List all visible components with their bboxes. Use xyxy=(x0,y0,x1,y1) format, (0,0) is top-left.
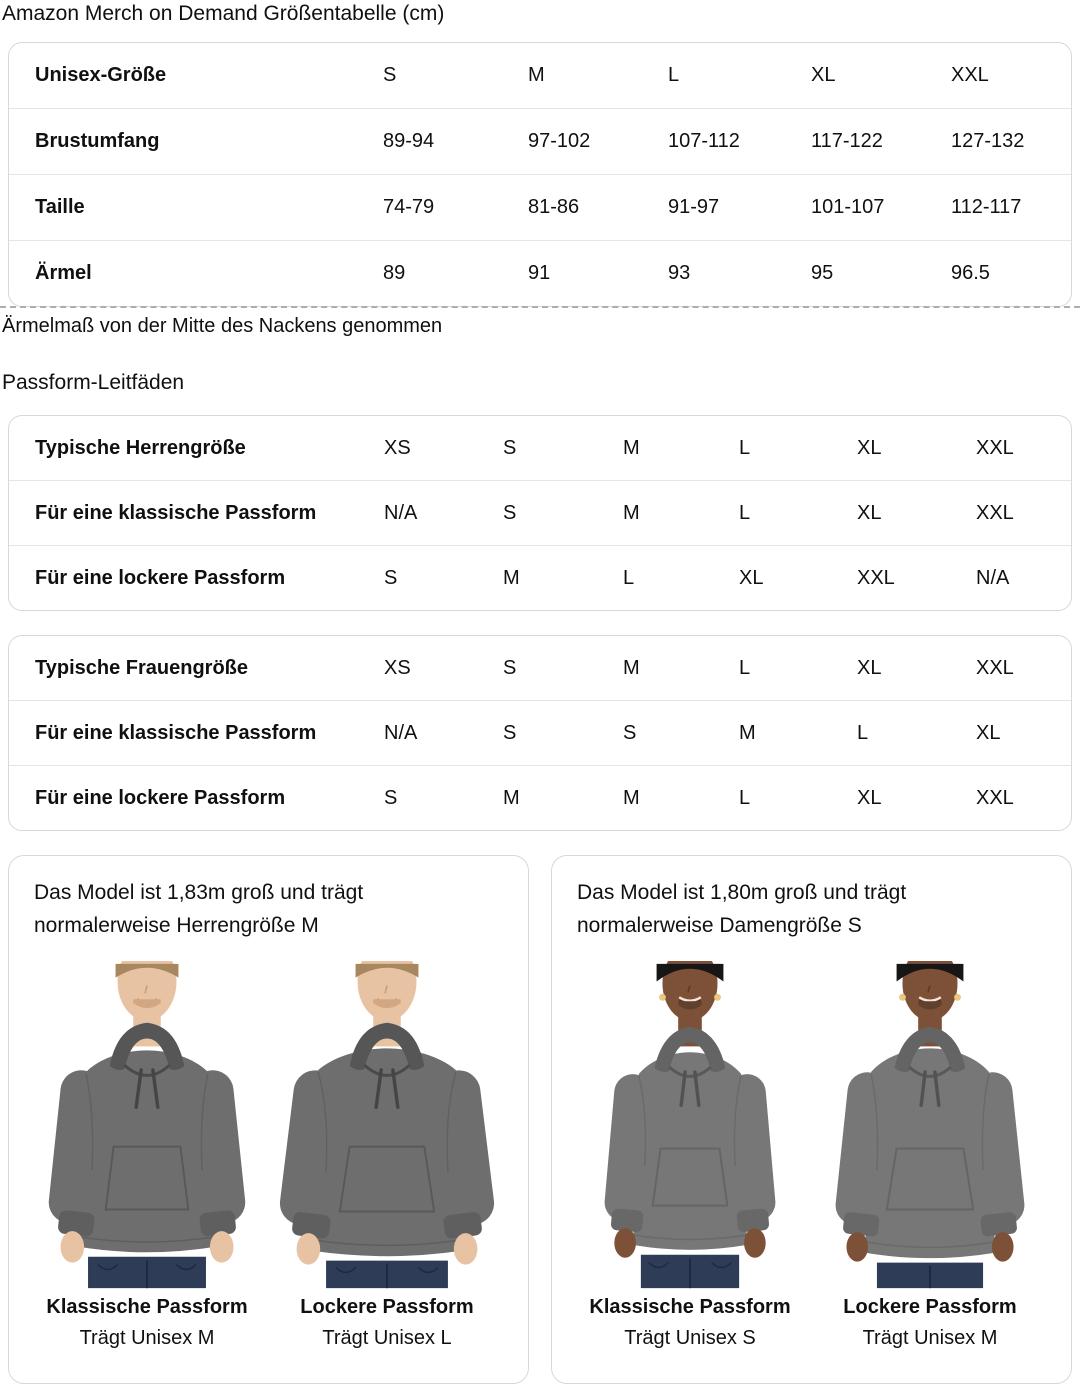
table-row xyxy=(9,240,1071,306)
size-value: 91-97 xyxy=(668,196,720,218)
fit-value: M xyxy=(739,721,756,744)
model-photos xyxy=(33,961,501,1291)
size-row-label: Ärmel xyxy=(35,262,92,284)
fit-value: XXL xyxy=(976,436,1014,459)
size-row-label: Taille xyxy=(35,196,85,218)
page-title: Amazon Merch on Demand Größentabelle (cm) xyxy=(2,2,445,25)
fit-row-label: Typische Herrengröße xyxy=(35,436,246,459)
fit-label: Klassische Passform xyxy=(46,1296,248,1318)
photo-caption xyxy=(576,1296,804,1350)
size-row-label: Unisex-Größe xyxy=(35,64,167,86)
table-row xyxy=(9,636,1071,700)
size-table xyxy=(8,42,1072,307)
size-value: 89-94 xyxy=(383,130,435,152)
mens-fit-table xyxy=(8,415,1072,611)
fit-guides-title: Passform-Leitfäden xyxy=(2,371,185,394)
fit-value: XL xyxy=(739,566,764,589)
fit-value: XL xyxy=(857,501,882,524)
fit-value: L xyxy=(623,566,635,589)
fit-value: XS xyxy=(384,656,411,679)
fit-value: L xyxy=(739,436,751,459)
fit-value: M xyxy=(623,436,640,459)
fit-row-label: Für eine lockere Passform xyxy=(35,566,286,589)
divider xyxy=(0,306,1080,308)
table-row xyxy=(9,480,1071,545)
size-value: 97-102 xyxy=(528,130,591,152)
table-row xyxy=(9,700,1071,765)
photo-caption xyxy=(33,1296,261,1350)
mens-model-card xyxy=(8,855,529,1384)
model-photo-male-loose xyxy=(273,961,501,1291)
fit-value: XL xyxy=(857,656,882,679)
hoodie-figure-graphic xyxy=(33,961,261,1291)
fit-value: L xyxy=(739,656,751,679)
photo-caption xyxy=(273,1296,501,1350)
size-value: 95 xyxy=(811,262,834,284)
model-photos xyxy=(576,961,1044,1291)
size-value: 89 xyxy=(383,262,406,284)
photo-captions xyxy=(33,1296,501,1350)
fit-row-label: Für eine klassische Passform xyxy=(35,501,317,524)
table-row xyxy=(9,765,1071,830)
fit-value: XXL xyxy=(976,786,1014,809)
fit-label: Klassische Passform xyxy=(589,1296,791,1318)
fit-row-label: Für eine klassische Passform xyxy=(35,721,317,744)
size-value: 93 xyxy=(668,262,691,284)
photo-caption xyxy=(816,1296,1044,1350)
fit-value: M xyxy=(623,656,640,679)
fit-value: S xyxy=(503,656,517,679)
size-value: XL xyxy=(811,64,836,86)
fit-value: S xyxy=(503,721,517,744)
fit-value: N/A xyxy=(384,501,418,524)
fit-value: N/A xyxy=(976,566,1010,589)
photo-captions xyxy=(576,1296,1044,1350)
size-worn-label: Trägt Unisex L xyxy=(322,1327,452,1349)
fit-value: S xyxy=(384,786,398,809)
fit-label: Lockere Passform xyxy=(300,1296,474,1318)
size-value: M xyxy=(528,64,545,86)
fit-label: Lockere Passform xyxy=(843,1296,1017,1318)
fit-value: M xyxy=(623,501,640,524)
table-row xyxy=(9,416,1071,480)
fit-value: XL xyxy=(976,721,1001,744)
fit-value: S xyxy=(384,566,398,589)
size-value: 91 xyxy=(528,262,551,284)
size-worn-label: Trägt Unisex M xyxy=(79,1327,215,1349)
womens-model-card xyxy=(551,855,1072,1384)
sleeve-note: Ärmelmaß von der Mitte des Nackens genommen xyxy=(2,315,443,337)
hoodie-figure-graphic xyxy=(816,961,1044,1291)
table-row xyxy=(9,43,1071,108)
size-value: 127-132 xyxy=(951,130,1025,152)
model-photo-female-loose xyxy=(816,961,1044,1291)
womens-fit-table xyxy=(8,635,1072,831)
fit-value: S xyxy=(503,436,517,459)
size-worn-label: Trägt Unisex M xyxy=(862,1327,998,1349)
fit-value: M xyxy=(623,786,640,809)
model-description: Das Model ist 1,83m groß und trägt normalerweise Herrengröße M xyxy=(34,881,364,937)
fit-value: S xyxy=(623,721,637,744)
fit-value: XXL xyxy=(857,566,895,589)
size-value: 96.5 xyxy=(951,262,990,284)
fit-value: L xyxy=(739,786,751,809)
fit-value: XXL xyxy=(976,656,1014,679)
fit-value: N/A xyxy=(384,721,418,744)
size-value: XXL xyxy=(951,64,989,86)
fit-value: L xyxy=(739,501,751,524)
size-value: 74-79 xyxy=(383,196,435,218)
model-photo-male-classic xyxy=(33,961,261,1291)
hoodie-figure-graphic xyxy=(273,961,501,1291)
model-photo-female-classic xyxy=(576,961,804,1291)
fit-row-label: Für eine lockere Passform xyxy=(35,786,286,809)
fit-value: XL xyxy=(857,436,882,459)
size-value: 81-86 xyxy=(528,196,580,218)
size-worn-label: Trägt Unisex S xyxy=(624,1327,756,1349)
size-value: 117-122 xyxy=(811,130,883,152)
model-description: Das Model ist 1,80m groß und trägt normalerweise Damengröße S xyxy=(577,881,907,937)
size-value: 107-112 xyxy=(668,130,740,152)
size-value: L xyxy=(668,64,680,86)
table-row xyxy=(9,108,1071,174)
size-row-label: Brustumfang xyxy=(35,130,160,152)
table-row xyxy=(9,545,1071,610)
fit-row-label: Typische Frauengröße xyxy=(35,656,249,679)
size-value: S xyxy=(383,64,397,86)
fit-value: XL xyxy=(857,786,882,809)
fit-value: L xyxy=(857,721,869,744)
fit-value: S xyxy=(503,501,517,524)
size-value: 101-107 xyxy=(811,196,885,218)
fit-value: M xyxy=(503,566,520,589)
fit-value: XXL xyxy=(976,501,1014,524)
table-row xyxy=(9,174,1071,240)
hoodie-figure-graphic xyxy=(576,961,804,1291)
size-value: 112-117 xyxy=(951,196,1022,218)
fit-value: XS xyxy=(384,436,411,459)
fit-value: M xyxy=(503,786,520,809)
